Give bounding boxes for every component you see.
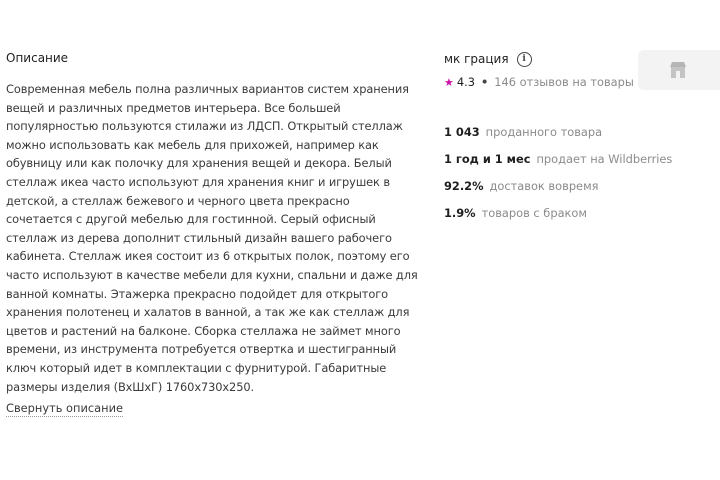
shop-icon [668, 61, 688, 79]
seller-name[interactable]: мк грация [444, 52, 509, 66]
separator-dot: • [481, 75, 489, 89]
stat-row [444, 151, 720, 167]
shop-logo-thumb[interactable] [638, 50, 720, 90]
stat-value: 92.2% [444, 179, 484, 193]
stat-value: 1.9% [444, 206, 476, 220]
stat-row [444, 124, 720, 140]
stat-value: 1 год и 1 мес [444, 152, 531, 166]
reviews-count[interactable]: 146 отзывов на товары [494, 75, 634, 89]
info-icon[interactable]: i [517, 52, 532, 67]
stat-label: продает на Wildberries [536, 152, 673, 166]
seller-card [444, 50, 720, 232]
stat-label: товаров с браком [481, 206, 587, 220]
description-text: Современная мебель полна различных вариантов систем хранения вещей и различных предметов интерьера. Все большей популярностью пользуются стилажи из ЛДСП. Открытый стеллаж можно использовать как мебель для прихожей, например как обувницу или как полочку для хранения вещей и декора. Белый стеллаж икеа часто используют для хранения книг и игрушек в детской, а стеллаж бежевого и черного цвета прекрасно сочетается с другой мебелью для гостинной. Серый офисный стеллаж из дерева дополнит стильный дизайн вашего рабочего кабинета. Стеллаж икея состоит из 6 открытых полок, поэтому его часто используют в качестве мебели для кухни, спальни и даже для ванной комнаты. Этажерка прекрасно подойдет для открытого хранения полотенец и халатов в ванной, а так же как стеллаж для цветов и растений на балконе. Сборка стеллажа не займет много времени, из инструмента потребуется отвертка и шестигранный ключ который идет в комплектации с фурнитурой. Габаритные размеры изделия (ВхШхГ) 1760х730х250. [6, 82, 418, 394]
rating-value: 4.3 [456, 75, 475, 89]
collapse-description-link[interactable]: Свернуть описание [6, 401, 123, 416]
stat-label: доставок вовремя [489, 179, 599, 193]
description-title: Описание [6, 51, 69, 65]
stat-label: проданного товара [485, 125, 603, 139]
stat-row [444, 178, 720, 194]
seller-stats [444, 124, 720, 221]
stat-row [444, 205, 720, 221]
star-icon: ★ [444, 75, 454, 89]
description-section [6, 50, 418, 417]
stat-value: 1 043 [444, 125, 480, 139]
